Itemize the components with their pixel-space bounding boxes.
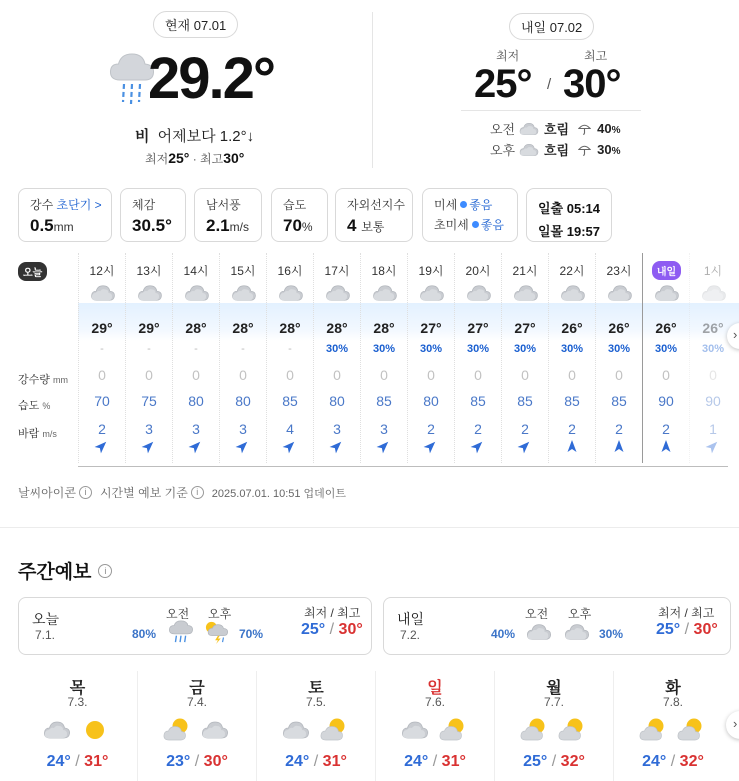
hour-wind-speed: 3 bbox=[192, 421, 200, 437]
wind-direction-arrow-icon bbox=[421, 436, 441, 456]
day-temps: 24° / 31° bbox=[46, 753, 109, 770]
wind-row-label: 바람 m/s bbox=[18, 428, 57, 440]
pm25-label: 초미세 bbox=[434, 218, 469, 232]
hour-column[interactable] bbox=[642, 253, 689, 463]
hour-precip-chance: - bbox=[241, 343, 245, 355]
dust-chip[interactable] bbox=[422, 188, 518, 242]
hour-temperature: 28° bbox=[326, 320, 348, 336]
precip-label: 강수 bbox=[30, 198, 54, 212]
nowcast-link[interactable]: 초단기 > bbox=[56, 198, 102, 212]
hour-temperature: 29° bbox=[91, 320, 113, 336]
wind-direction-arrow-icon bbox=[92, 436, 112, 456]
update-time: 2025.07.01. 10:51 업데이트 bbox=[211, 487, 347, 500]
day-max-temp: 31° bbox=[441, 753, 466, 770]
day-date: 7.5. bbox=[305, 695, 326, 709]
partly-cloudy-icon bbox=[677, 717, 705, 743]
hour-precip-chance: - bbox=[100, 343, 104, 355]
hour-precip-chance: - bbox=[147, 343, 151, 355]
hour-temperature: 27° bbox=[420, 320, 442, 336]
tomorrow-weather bbox=[373, 0, 739, 175]
day-name: 화 bbox=[665, 680, 681, 697]
tomorrow-min-temp: 25° bbox=[474, 62, 532, 106]
hour-rainfall: 0 bbox=[192, 367, 200, 383]
tomorrow-min-label: 최저 bbox=[496, 49, 520, 63]
sunset: 일몰 19:57 bbox=[538, 224, 600, 239]
today-tag: 오늘 bbox=[18, 262, 47, 281]
day-date: 7.4. bbox=[186, 695, 207, 709]
humidity-chip[interactable] bbox=[271, 188, 328, 242]
hour-time: 16시 bbox=[277, 264, 303, 278]
day-name: 토 bbox=[308, 680, 324, 697]
hour-precip-chance: 30% bbox=[560, 343, 584, 355]
sun-chip[interactable] bbox=[526, 188, 612, 242]
partly-cloudy-icon bbox=[520, 717, 548, 743]
hour-column[interactable] bbox=[360, 253, 407, 463]
wind-direction-arrow-icon bbox=[659, 439, 673, 453]
max-temp: 30° bbox=[223, 150, 245, 166]
cloud-icon bbox=[513, 283, 539, 303]
card-date: 7.2. bbox=[400, 628, 421, 642]
hour-humidity: 75 bbox=[141, 393, 157, 409]
cloud-icon bbox=[372, 283, 398, 303]
hour-wind-speed: 3 bbox=[333, 421, 341, 437]
day-min-temp: 23° bbox=[166, 753, 191, 770]
hour-column[interactable] bbox=[266, 253, 313, 463]
day-max-temp: 31° bbox=[322, 753, 347, 770]
hour-precip-chance: 30% bbox=[513, 343, 537, 355]
day-max-temp: 32° bbox=[679, 753, 704, 770]
hour-column[interactable] bbox=[454, 253, 501, 463]
hour-wind-speed: 3 bbox=[145, 421, 153, 437]
wind-direction-arrow-icon bbox=[186, 436, 206, 456]
wind-direction-arrow-icon bbox=[374, 436, 394, 456]
uv-label: 자외선지수 bbox=[347, 198, 405, 212]
day-temps: 24° / 31° bbox=[285, 753, 347, 770]
cloud-icon bbox=[201, 717, 229, 743]
wind-direction-arrow-icon bbox=[233, 436, 253, 456]
minmax-label: 최저 / 최고 bbox=[658, 606, 715, 620]
hour-temperature: 27° bbox=[514, 320, 536, 336]
hour-rainfall: 0 bbox=[427, 367, 435, 383]
wind-direction-arrow-icon bbox=[468, 436, 488, 456]
day-min-temp: 24° bbox=[285, 753, 310, 770]
tomorrow-slash: / bbox=[547, 76, 552, 93]
pm-label: 오후 bbox=[568, 607, 592, 621]
cloud-icon bbox=[282, 717, 310, 743]
hour-rainfall: 0 bbox=[333, 367, 341, 383]
cloud-icon bbox=[526, 620, 552, 644]
pm10-label: 미세 bbox=[434, 198, 458, 212]
day-temps: 24° / 32° bbox=[642, 753, 704, 770]
hour-rainfall: 0 bbox=[521, 367, 529, 383]
minmax-label: 최저 / 최고 bbox=[304, 606, 361, 620]
cloud-icon bbox=[401, 717, 429, 743]
rain-row-label: 강수량 mm bbox=[18, 374, 68, 386]
min-label: 최저 bbox=[145, 152, 169, 166]
hour-temperature: 26° bbox=[608, 320, 630, 336]
cloud-icon bbox=[701, 283, 727, 303]
cloud-icon bbox=[137, 283, 163, 303]
hourly-forecast[interactable] bbox=[0, 253, 739, 473]
day-max-temp: 31° bbox=[84, 753, 109, 770]
hour-precip-chance: - bbox=[194, 343, 198, 355]
minmax-separator: · bbox=[192, 152, 197, 166]
forecast-basis-link[interactable]: 시간별 예보 기준 bbox=[99, 486, 188, 500]
hour-temperature: 28° bbox=[373, 320, 395, 336]
hour-humidity: 85 bbox=[611, 393, 627, 409]
forecast-footnote bbox=[18, 484, 346, 501]
card-temps: 25° / 30° bbox=[656, 621, 718, 638]
day-max-temp: 32° bbox=[560, 753, 585, 770]
weather-icon-guide-link[interactable]: 날씨아이콘 bbox=[18, 486, 76, 500]
hour-time: 14시 bbox=[183, 264, 209, 278]
am-label: 오전 bbox=[525, 607, 549, 621]
day-min-temp: 24° bbox=[642, 753, 667, 770]
cloud-icon bbox=[43, 717, 71, 743]
day-column[interactable] bbox=[137, 671, 256, 781]
am-label: 오전 bbox=[490, 122, 516, 137]
uv-chip[interactable] bbox=[335, 188, 413, 242]
cloud-icon bbox=[564, 620, 590, 644]
hour-column[interactable] bbox=[407, 253, 454, 463]
hour-column[interactable] bbox=[78, 253, 125, 463]
precip-chip[interactable] bbox=[18, 188, 112, 242]
hour-rainfall: 0 bbox=[474, 367, 482, 383]
pm25-value: 좋음 bbox=[480, 218, 504, 232]
hour-time: 17시 bbox=[324, 264, 350, 278]
tomorrow-am-row bbox=[490, 119, 621, 138]
tomorrow-pm-row bbox=[490, 140, 621, 159]
cloud-icon bbox=[325, 283, 351, 303]
pm-pop: 30% bbox=[597, 142, 621, 157]
hour-rainfall: 0 bbox=[145, 367, 153, 383]
wind-chip[interactable] bbox=[194, 188, 262, 242]
hour-rainfall: 0 bbox=[615, 367, 623, 383]
tomorrow-date-label: 내일 07.02 bbox=[509, 13, 594, 40]
hour-precip-chance: 30% bbox=[654, 343, 678, 355]
hour-humidity: 90 bbox=[658, 393, 674, 409]
am-condition: 흐림 bbox=[544, 122, 570, 137]
hour-time: 20시 bbox=[465, 264, 491, 278]
weekly-card-tomorrow[interactable] bbox=[383, 597, 731, 655]
hour-time: 18시 bbox=[371, 264, 397, 278]
hour-precip-chance: 30% bbox=[607, 343, 631, 355]
hour-precip-chance: - bbox=[288, 343, 292, 355]
current-minmax bbox=[145, 150, 244, 167]
hour-precip-chance: 30% bbox=[466, 343, 490, 355]
weekly-title-text: 주간예보 bbox=[18, 562, 92, 583]
hour-wind-speed: 3 bbox=[380, 421, 388, 437]
hour-time: 19시 bbox=[418, 264, 444, 278]
hour-rainfall: 0 bbox=[98, 367, 106, 383]
status-dot-icon bbox=[472, 221, 479, 228]
chevron-right-icon: › bbox=[733, 716, 738, 731]
hour-temperature: 29° bbox=[138, 320, 160, 336]
day-temps: 25° / 32° bbox=[523, 753, 585, 770]
wind-direction-arrow-icon bbox=[565, 439, 579, 453]
wind-unit: m/s bbox=[229, 220, 249, 234]
hour-humidity: 85 bbox=[376, 393, 392, 409]
hour-rainfall: 0 bbox=[286, 367, 294, 383]
hour-temperature: 28° bbox=[279, 320, 301, 336]
hour-rainfall: 0 bbox=[709, 367, 717, 383]
day-column[interactable] bbox=[613, 671, 732, 781]
hour-time: 21시 bbox=[512, 264, 538, 278]
weekly-card-today[interactable] bbox=[18, 597, 372, 655]
cloud-icon bbox=[231, 283, 257, 303]
day-name: 목 bbox=[69, 680, 86, 697]
feels-like-chip[interactable] bbox=[120, 188, 186, 242]
day-name: 월 bbox=[546, 680, 562, 697]
cloud-icon bbox=[419, 283, 445, 303]
cloud-icon bbox=[654, 283, 680, 303]
day-max-temp: 30° bbox=[203, 753, 228, 770]
min-temp: 25° bbox=[168, 150, 190, 166]
pm10-value: 좋음 bbox=[469, 198, 493, 212]
day-min-temp: 24° bbox=[46, 753, 71, 770]
hour-wind-speed: 1 bbox=[709, 421, 717, 437]
hour-rainfall: 0 bbox=[380, 367, 388, 383]
am-pop: 40% bbox=[491, 627, 516, 641]
wind-direction-arrow-icon bbox=[280, 436, 300, 456]
humidity-row-label: 습도 % bbox=[18, 400, 51, 412]
hour-wind-speed: 2 bbox=[98, 421, 106, 437]
umbrella-icon bbox=[578, 122, 591, 135]
hour-wind-speed: 4 bbox=[286, 421, 294, 437]
day-date: 7.3. bbox=[67, 695, 88, 709]
hour-column[interactable] bbox=[313, 253, 360, 463]
info-icon[interactable]: i bbox=[79, 486, 92, 499]
weekly-title bbox=[18, 557, 112, 584]
day-column[interactable] bbox=[494, 671, 613, 781]
feels-like-value: 30.5° bbox=[132, 216, 172, 235]
hour-column[interactable] bbox=[125, 253, 172, 463]
hour-column[interactable] bbox=[548, 253, 595, 463]
cloud-icon bbox=[90, 283, 116, 303]
hour-precip-chance: 30% bbox=[701, 343, 725, 355]
hour-wind-speed: 2 bbox=[474, 421, 482, 437]
tomorrow-max-temp: 30° bbox=[563, 62, 621, 106]
umbrella-icon bbox=[578, 143, 591, 156]
pm-pop: 70% bbox=[239, 627, 264, 641]
hour-time: 15시 bbox=[230, 264, 256, 278]
day-column[interactable] bbox=[18, 671, 137, 781]
hour-precip-chance: 30% bbox=[372, 343, 396, 355]
hour-wind-speed: 3 bbox=[239, 421, 247, 437]
am-pop: 40% bbox=[597, 121, 621, 136]
hour-temperature: 26° bbox=[702, 320, 724, 336]
hour-humidity: 70 bbox=[94, 393, 110, 409]
info-icon[interactable]: i bbox=[98, 564, 112, 578]
cloud-icon bbox=[466, 283, 492, 303]
hour-time: 23시 bbox=[606, 264, 632, 278]
hour-time: 12시 bbox=[89, 264, 115, 278]
uv-value: 4 bbox=[347, 216, 357, 235]
hour-column[interactable] bbox=[219, 253, 266, 463]
humidity-unit: % bbox=[301, 220, 313, 234]
cloud-icon bbox=[184, 283, 210, 303]
condition-text: 비 bbox=[135, 128, 150, 145]
cloud-icon bbox=[278, 283, 304, 303]
hour-wind-speed: 2 bbox=[615, 421, 623, 437]
partly-cloudy-icon bbox=[558, 717, 586, 743]
sunrise: 일출 05:14 bbox=[538, 201, 600, 216]
day-column[interactable] bbox=[256, 671, 375, 781]
sun-icon bbox=[81, 717, 109, 743]
feels-like-label: 체감 bbox=[132, 198, 156, 212]
hour-humidity: 80 bbox=[188, 393, 204, 409]
hour-column[interactable] bbox=[501, 253, 548, 463]
day-column[interactable] bbox=[375, 671, 494, 781]
section-divider bbox=[0, 527, 739, 528]
hour-humidity: 80 bbox=[235, 393, 251, 409]
hour-temperature: 28° bbox=[232, 320, 254, 336]
pm-pop: 30% bbox=[599, 627, 624, 641]
day-min-temp: 25° bbox=[523, 753, 548, 770]
hour-temperature: 26° bbox=[561, 320, 583, 336]
day-date: 7.8. bbox=[662, 695, 683, 709]
hour-humidity: 85 bbox=[282, 393, 298, 409]
humidity-value: 70 bbox=[283, 216, 302, 235]
day-name: 금 bbox=[189, 680, 205, 697]
weather-summary bbox=[0, 0, 739, 175]
cloud-icon bbox=[560, 283, 586, 303]
status-dot-icon bbox=[460, 201, 467, 208]
humidity-label: 습도 bbox=[283, 198, 307, 212]
pm-condition: 흐림 bbox=[544, 143, 570, 158]
cloud-icon bbox=[519, 121, 539, 137]
card-temps: 25° / 30° bbox=[301, 621, 363, 638]
info-icon[interactable]: i bbox=[191, 486, 204, 499]
hour-rainfall: 0 bbox=[239, 367, 247, 383]
current-condition bbox=[135, 125, 254, 146]
partly-cloudy-icon bbox=[320, 717, 348, 743]
hour-precip-chance: 30% bbox=[325, 343, 349, 355]
cloud-icon bbox=[607, 283, 633, 303]
hour-wind-speed: 2 bbox=[568, 421, 576, 437]
hour-column[interactable] bbox=[595, 253, 642, 463]
am-label: 오전 bbox=[166, 607, 190, 621]
wind-direction-arrow-icon bbox=[327, 436, 347, 456]
day-date: 7.6. bbox=[424, 695, 445, 709]
hour-humidity: 85 bbox=[564, 393, 580, 409]
card-day: 내일 bbox=[397, 611, 425, 627]
hour-precip-chance: 30% bbox=[419, 343, 443, 355]
hour-time: 13시 bbox=[136, 264, 162, 278]
tomorrow-max-label: 최고 bbox=[584, 49, 608, 63]
hour-wind-speed: 2 bbox=[521, 421, 529, 437]
wind-direction-label: 남서풍 bbox=[206, 198, 241, 212]
compare-yesterday: 어제보다 1.2°↓ bbox=[157, 128, 255, 145]
hour-humidity: 90 bbox=[705, 393, 721, 409]
hour-humidity: 85 bbox=[470, 393, 486, 409]
weekly-days bbox=[18, 671, 730, 781]
uv-level: 보통 bbox=[361, 220, 385, 234]
card-date: 7.1. bbox=[35, 628, 56, 642]
partly-cloudy-icon bbox=[439, 717, 467, 743]
day-date: 7.7. bbox=[543, 695, 564, 709]
thunder-sun-cloud-icon bbox=[204, 620, 230, 644]
current-weather bbox=[0, 0, 372, 175]
hour-rainfall: 0 bbox=[662, 367, 670, 383]
max-label: 최고 bbox=[200, 152, 224, 166]
precip-value: 0.5 bbox=[30, 216, 54, 235]
rain-cloud-icon bbox=[168, 620, 194, 644]
hour-column[interactable] bbox=[689, 253, 736, 463]
hour-time: 1시 bbox=[703, 264, 723, 278]
divider bbox=[461, 110, 641, 111]
cloud-icon bbox=[519, 142, 539, 158]
current-date-label: 현재 07.01 bbox=[153, 11, 238, 38]
wind-value: 2.1 bbox=[206, 216, 230, 235]
hour-temperature: 27° bbox=[467, 320, 489, 336]
hourly-row-labels bbox=[18, 253, 78, 473]
current-temperature: 29.2° bbox=[148, 46, 275, 111]
hour-time: 22시 bbox=[559, 264, 585, 278]
hour-humidity: 85 bbox=[517, 393, 533, 409]
hour-temperature: 28° bbox=[185, 320, 207, 336]
day-temps: 24° / 31° bbox=[404, 753, 466, 770]
hour-temperature: 26° bbox=[655, 320, 677, 336]
day-temps: 23° / 30° bbox=[166, 753, 228, 770]
card-day: 오늘 bbox=[32, 611, 60, 627]
partly-cloudy-icon bbox=[163, 717, 191, 743]
day-min-temp: 24° bbox=[404, 753, 429, 770]
chevron-right-icon: › bbox=[733, 327, 738, 342]
wind-direction-arrow-icon bbox=[515, 436, 535, 456]
hour-wind-speed: 2 bbox=[427, 421, 435, 437]
tomorrow-tag: 내일 bbox=[652, 261, 681, 280]
hour-humidity: 80 bbox=[329, 393, 345, 409]
hour-wind-speed: 2 bbox=[662, 421, 670, 437]
wind-direction-arrow-icon bbox=[139, 436, 159, 456]
wind-direction-arrow-icon bbox=[703, 436, 723, 456]
hour-humidity: 80 bbox=[423, 393, 439, 409]
divider bbox=[78, 466, 728, 467]
hour-column[interactable] bbox=[172, 253, 219, 463]
hour-rainfall: 0 bbox=[568, 367, 576, 383]
day-name: 일 bbox=[427, 680, 443, 697]
am-pop: 80% bbox=[132, 627, 157, 641]
wind-direction-arrow-icon bbox=[612, 439, 626, 453]
partly-cloudy-icon bbox=[639, 717, 667, 743]
precip-unit: mm bbox=[53, 220, 74, 234]
pm-label: 오후 bbox=[208, 607, 232, 621]
pm-label: 오후 bbox=[490, 143, 516, 158]
